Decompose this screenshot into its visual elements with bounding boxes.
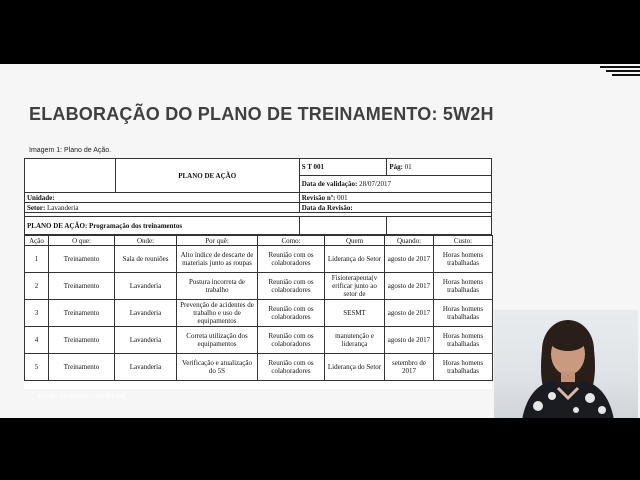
section-empty-cell	[387, 217, 492, 235]
column-header-row	[25, 236, 493, 246]
cell-por-que: Correta utilização dos equipamentos	[177, 327, 258, 354]
cell-como: Reunião com os colaboradores	[258, 246, 325, 273]
section-title: PLANO DE AÇÃO: Programação dos treinamentos	[25, 217, 300, 235]
presenter-silhouette	[494, 310, 638, 420]
column-header: Custo:	[434, 236, 493, 246]
image-caption: Imagem 1: Plano de Ação.	[29, 147, 112, 154]
revision-label: Revisão nº:	[301, 193, 336, 202]
cell-quando: agosto de 2017	[385, 327, 434, 354]
cell-quem: SESMT	[325, 300, 385, 327]
bottom-black-bar	[0, 418, 640, 480]
column-header: Como:	[258, 236, 325, 246]
cell-custo: Horas homens trabalhadas	[434, 354, 493, 381]
sector-label: Setor:	[27, 203, 46, 212]
cell-como: Reunião com os colaboradores	[258, 300, 325, 327]
column-header: O que:	[49, 236, 115, 246]
sector-cell	[25, 203, 300, 213]
cell-por-que: Verificação e atualização do 5S	[177, 354, 258, 381]
page-cell	[387, 159, 492, 176]
page-label: Pág:	[389, 163, 403, 171]
cell-quando: agosto de 2017	[385, 273, 434, 300]
cell-por-que: Alto índice de descarte de materiais junto as roupas	[177, 246, 258, 273]
decorative-line	[600, 66, 640, 68]
cell-por-que: Prevenção de acidentes de trabalho e uso de equipamentos	[177, 300, 258, 327]
cell-onde: Lavanderia	[115, 273, 177, 300]
column-header: Ação	[25, 236, 49, 246]
unit-cell	[25, 193, 300, 203]
doc-code: S T 001	[299, 159, 387, 176]
table-row	[25, 273, 493, 300]
cell-quem: Liderança do Setor	[325, 354, 385, 381]
revision-value: 001	[337, 193, 348, 202]
validation-cell	[299, 176, 491, 193]
column-header: Quando:	[385, 236, 434, 246]
cell-o-que: Treinamento	[49, 327, 115, 354]
cell-como: Reunião com os colaboradores	[258, 327, 325, 354]
cell-quando: setembro de 2017	[385, 354, 434, 381]
cell-o-que: Treinamento	[49, 300, 115, 327]
table-row	[25, 327, 493, 354]
table-row	[25, 300, 493, 327]
presenter-webcam	[494, 310, 638, 420]
source-note: Fonte: developer.mozilla.org	[38, 393, 126, 400]
cell-quem: manutenção e liderança	[325, 327, 385, 354]
sector-value: Lavanderia	[47, 203, 79, 212]
cell-quando: agosto de 2017	[385, 300, 434, 327]
cell-como: Reunião com os colaboradores	[258, 273, 325, 300]
unit-label: Unidade:	[27, 193, 55, 202]
validation-value: 28/07/2017	[359, 180, 391, 188]
cell-por-que: Postura incorreta de trabalho	[177, 273, 258, 300]
table-row	[25, 354, 493, 381]
cell-quem: Liderança do Setor	[325, 246, 385, 273]
cell-acao: 5	[25, 354, 49, 381]
cell-onde: Lavanderia	[115, 300, 177, 327]
slide-title: ELABORAÇÃO DO PLANO DE TREINAMENTO: 5W2H	[29, 104, 494, 124]
revision-cell	[299, 193, 491, 203]
cell-como: Reunião com os colaboradores	[258, 354, 325, 381]
cell-acao: 2	[25, 273, 49, 300]
action-plan-table	[24, 158, 492, 389]
cell-custo: Horas homens trabalhadas	[434, 273, 493, 300]
plan-title: PLANO DE AÇÃO	[115, 159, 299, 193]
decorative-line	[612, 74, 640, 76]
column-header: Por quê:	[177, 236, 258, 246]
validation-label: Data de validação:	[301, 180, 358, 188]
table-row	[25, 246, 493, 273]
cell-acao: 1	[25, 246, 49, 273]
plan-header-table	[24, 158, 492, 235]
decorative-line	[606, 70, 640, 72]
plan-body-table	[24, 235, 493, 381]
review-date-cell	[299, 203, 491, 213]
plan-rows	[25, 246, 493, 381]
review-date-label: Data da Revisão:	[301, 203, 353, 212]
cell-o-que: Treinamento	[49, 273, 115, 300]
page-value: 01	[404, 163, 412, 171]
cell-custo: Horas homens trabalhadas	[434, 300, 493, 327]
column-header: Onde:	[115, 236, 177, 246]
cell-acao: 4	[25, 327, 49, 354]
cell-onde: Sala de reuniões	[115, 246, 177, 273]
cell-quem: Fisioterapeuta(v erificar junto ao setor de	[325, 273, 385, 300]
logo-area	[25, 159, 116, 193]
cell-o-que: Treinamento	[49, 354, 115, 381]
cell-custo: Horas homens trabalhadas	[434, 246, 493, 273]
cell-onde: Lavanderia	[115, 354, 177, 381]
cell-quando: agosto de 2017	[385, 246, 434, 273]
cell-acao: 3	[25, 300, 49, 327]
column-header: Quem	[325, 236, 385, 246]
cell-onde: Lavanderia	[115, 327, 177, 354]
section-empty-cell	[299, 217, 387, 235]
cell-custo: Horas homens trabalhadas	[434, 327, 493, 354]
cell-o-que: Treinamento	[49, 246, 115, 273]
